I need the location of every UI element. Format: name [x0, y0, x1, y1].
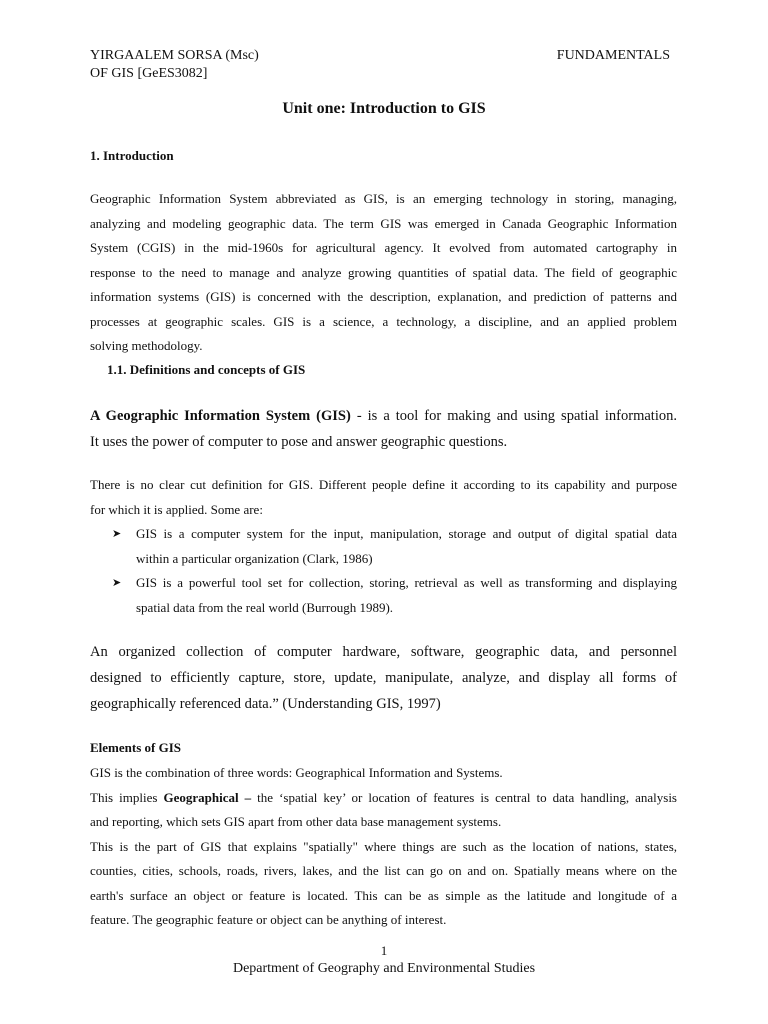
intro-line: Geographic Information System abbreviated as GIS, is an emerging technology in storing, managing, [90, 191, 677, 206]
definition-term: A Geographic Information System (GIS) [90, 408, 351, 424]
header-line-1 [90, 47, 670, 65]
bullet-line: GIS is a computer system for the input, manipulation, storage and output of digital spatial data [136, 526, 677, 541]
implies-text: the ‘spatial key’ or location of features is central to data handling, analysis [251, 789, 677, 805]
organized-line: An organized collection of computer hardware, software, geographic data, and personnel [90, 644, 677, 660]
elements-paragraph [90, 761, 677, 933]
elements-line: GIS is the combination of three words: Geographical Information and Systems. [90, 765, 503, 780]
implies-line-2: and reporting, which sets GIS apart from other data base management systems. [90, 814, 502, 829]
spatial-line: This is the part of GIS that explains "spatially" where things are such as the location of nations, states, [90, 838, 677, 854]
no-definition-line: for which it is applied. Some are: [90, 501, 263, 517]
page-title: Unit one: Introduction to GIS [282, 100, 486, 117]
no-definition-paragraph [90, 473, 677, 522]
intro-line: analyzing and modeling geographic data. The term GIS was emerged in Canada Geographic Information [90, 215, 677, 231]
bullet-line: spatial data from the real world (Burrough 1989). [136, 599, 394, 615]
implies-line [90, 786, 677, 811]
footer-department: Department of Geography and Environmental Studies [232, 961, 536, 976]
definition-line: It uses the power of computer to pose and answer geographic questions. [90, 434, 508, 450]
arrow-bullet-icon: ➤ [112, 528, 122, 540]
header-course-right: FUNDAMENTALS [556, 48, 670, 63]
definitions-heading: 1.1. Definitions and concepts of GIS [107, 362, 306, 377]
bullet-line: within a particular organization (Clark, 1986) [136, 550, 373, 566]
implies-term: Geographical – [163, 789, 252, 805]
no-definition-line: There is no clear cut definition for GIS. Different people define it according to its capability and purpose [90, 477, 677, 492]
arrow-bullet-icon: ➤ [112, 577, 122, 589]
definition-line [90, 403, 677, 429]
intro-line: processes at geographic scales. GIS is a science, a technology, a discipline, and an applied problem [90, 313, 677, 329]
list-item [112, 571, 677, 620]
intro-heading: 1. Introduction [90, 148, 174, 163]
header-course-left: OF GIS [GeES3082] [90, 66, 208, 81]
header-author: YIRGAALEM SORSA (Msc) [90, 48, 259, 63]
intro-line: response to the need to manage and analyze growing quantities of spatial data. The field of geographic [90, 264, 677, 280]
spatial-line: counties, cities, schools, roads, rivers, lakes, and the list can go on and on. Spatially means where on the [90, 863, 677, 878]
intro-line: System (CGIS) in the mid-1960s for agricultural agency. It evolved from automated cartography in [90, 240, 677, 255]
bullet-line: GIS is a powerful tool set for collection, storing, retrieval as well as transforming and displaying [136, 575, 677, 590]
definition-bullet-list [112, 522, 677, 620]
definition-text: - is a tool for making and using spatial information. [350, 408, 677, 424]
spatial-line: feature. The geographic feature or object can be anything of interest. [90, 912, 447, 927]
implies-prefix: This implies [90, 789, 164, 805]
page-number: 1 [380, 943, 388, 958]
organized-line: geographically referenced data.” (Understanding GIS, 1997) [90, 696, 441, 712]
intro-line: information systems (GIS) is concerned with the description, explanation, and prediction of patterns and [90, 289, 677, 304]
spatial-line: earth's surface an object or feature is located. This can be as simple as the latitude and longitude of a [90, 887, 677, 903]
header-line-2 [90, 65, 670, 83]
intro-paragraph [90, 187, 677, 359]
organized-line: designed to efficiently capture, store, update, manipulate, analyze, and display all forms of [90, 670, 677, 686]
intro-line: solving methodology. [90, 338, 203, 353]
elements-heading: Elements of GIS [90, 740, 181, 755]
list-item [112, 522, 677, 571]
definition-paragraph [90, 403, 677, 455]
organized-collection-paragraph [90, 639, 677, 717]
